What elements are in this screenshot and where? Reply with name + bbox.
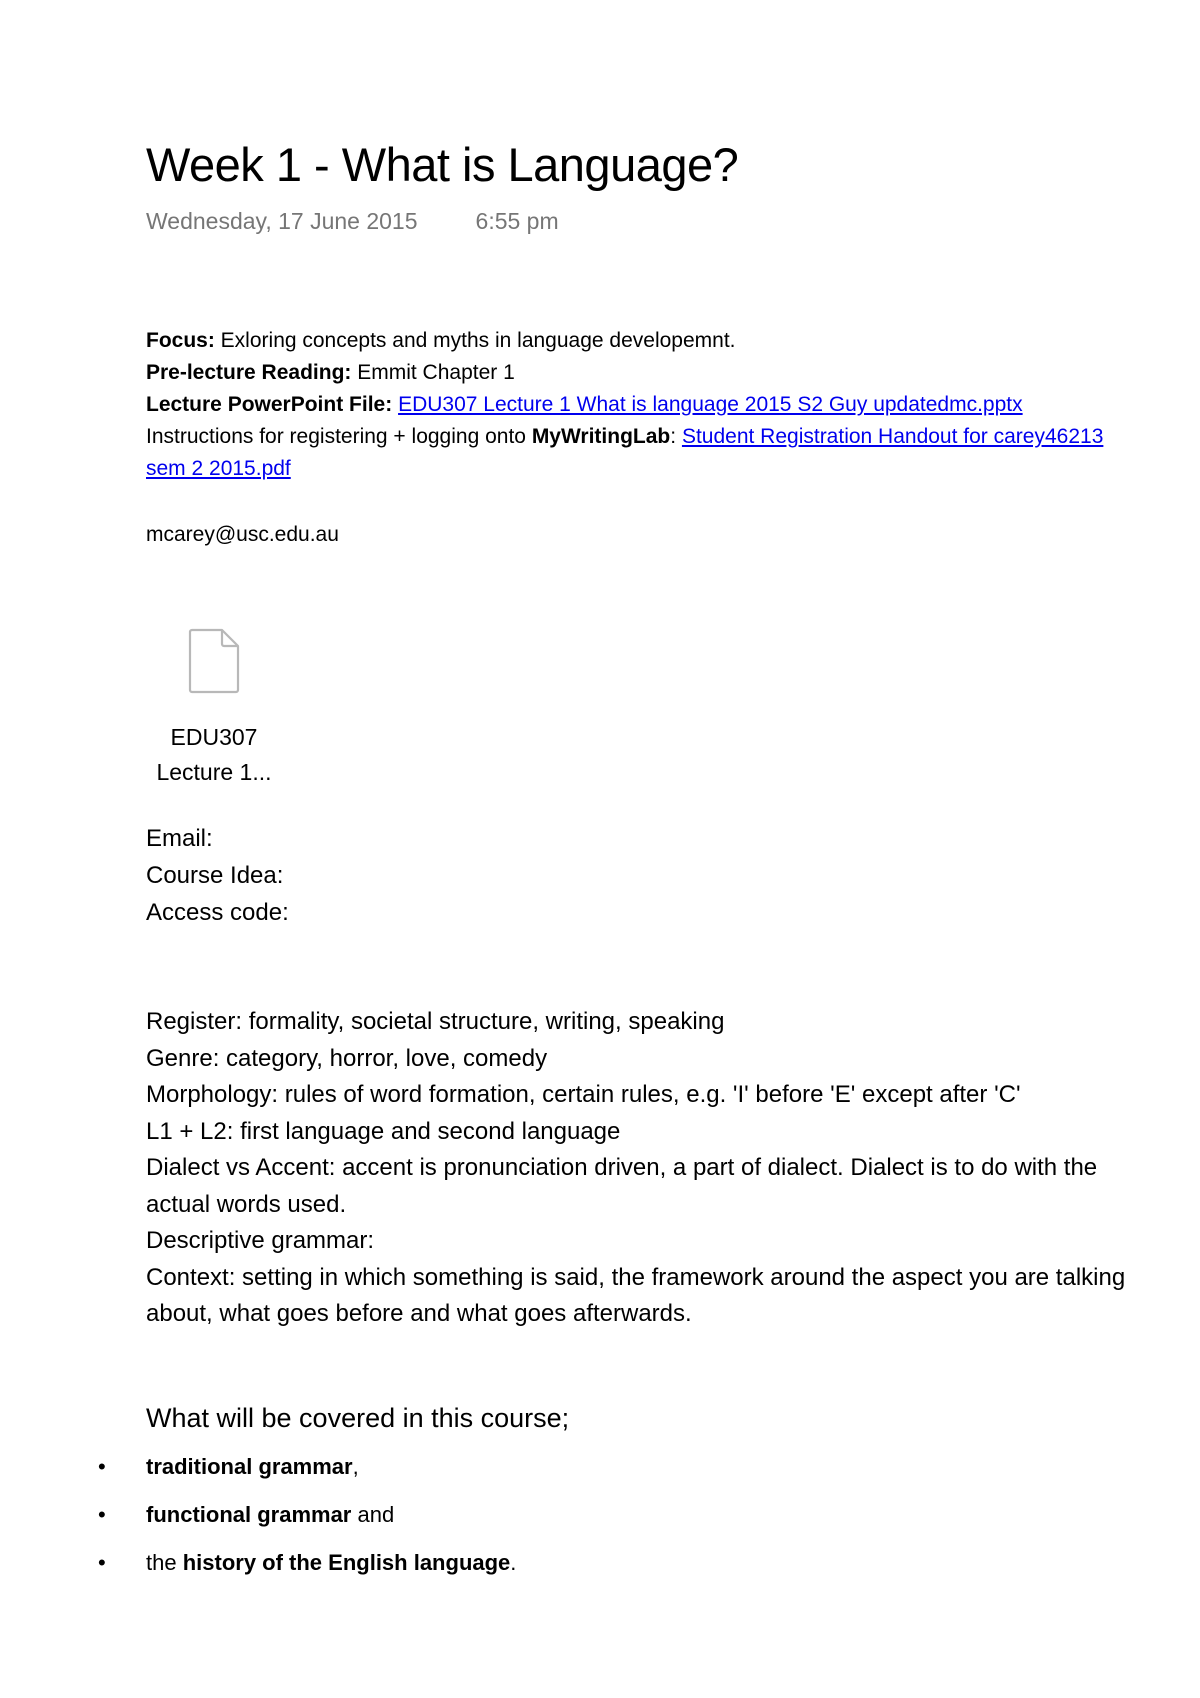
course-idea-label: Course Idea: — [146, 862, 284, 889]
note-l1-l2: L1 + L2: first language and second language — [146, 1117, 621, 1145]
handout-file-link[interactable]: Student Registration Handout for carey46213 sem 2 2015.pdf — [146, 425, 1104, 480]
registration-fields — [146, 820, 289, 931]
list-item — [98, 1450, 516, 1498]
covered-list — [98, 1450, 516, 1594]
list-item-text: the — [146, 1550, 183, 1575]
bullet-icon: • — [98, 1502, 106, 1527]
note-descriptive-grammar: Descriptive grammar: — [146, 1227, 375, 1254]
attachment-tile[interactable] — [146, 628, 282, 790]
email-label: Email: — [146, 825, 213, 852]
instructions-line — [146, 421, 1136, 485]
list-item — [98, 1498, 516, 1546]
list-item-bold: traditional grammar — [146, 1454, 353, 1479]
ppt-label: Lecture PowerPoint File: — [146, 393, 393, 416]
note-date: Wednesday, 17 June 2015 — [146, 208, 418, 234]
reading-text: Emmit Chapter 1 — [351, 361, 515, 384]
access-code-label: Access code: — [146, 899, 289, 926]
note-timestamp — [146, 206, 559, 236]
file-icon — [188, 628, 240, 694]
attachment-name — [146, 720, 282, 790]
reading-line — [146, 357, 1136, 389]
note-dialect-accent: Dialect vs Accent: accent is pronunciation driven, a part of dialect. Dialect is to do with the actual words used. — [146, 1154, 1098, 1218]
list-item-text: . — [510, 1550, 517, 1575]
note-register: Register: formality, societal structure, writing, speaking — [146, 1008, 725, 1035]
list-item-bold: history of the English language — [182, 1550, 511, 1575]
mywritinglab-label: MyWritingLab — [531, 425, 671, 448]
instructions-colon: : — [670, 425, 682, 448]
note-morphology: Morphology: rules of word formation, certain rules, e.g. 'I' before 'E' except after 'C' — [146, 1081, 1021, 1108]
focus-text: Exloring concepts and myths in language developemnt. — [214, 329, 736, 352]
lecture-notes — [146, 1004, 1146, 1333]
reading-label: Pre-lecture Reading: — [146, 361, 352, 384]
contact-email: mcarey@usc.edu.au — [146, 523, 339, 546]
note-genre: Genre: category, horror, love, comedy — [146, 1044, 548, 1072]
ppt-file-link[interactable]: EDU307 Lecture 1 What is language 2015 S2 Guy updatedmc.pptx — [398, 393, 1023, 416]
covered-heading: What will be covered in this course; — [146, 1403, 570, 1433]
note-time: 6:55 pm — [475, 208, 559, 234]
bullet-icon: • — [98, 1550, 106, 1575]
bullet-icon: • — [98, 1454, 106, 1479]
instructions-text: Instructions for registering + logging onto — [146, 425, 532, 448]
course-info — [146, 325, 1136, 485]
list-item-text: , — [352, 1454, 359, 1479]
page-title: Week 1 - What is Language? — [146, 138, 739, 191]
attachment-name-line2: Lecture 1... — [156, 759, 272, 785]
list-item — [98, 1546, 516, 1594]
focus-line — [146, 325, 1136, 357]
attachment-name-line1: EDU307 — [170, 724, 258, 750]
note-context: Context: setting in which something is said, the framework around the aspect you are talking about, what goes before and what goes afterwards. — [146, 1263, 1126, 1327]
focus-label: Focus: — [146, 329, 215, 352]
ppt-line — [146, 389, 1136, 421]
list-item-text: and — [351, 1502, 395, 1527]
list-item-bold: functional grammar — [146, 1502, 352, 1527]
